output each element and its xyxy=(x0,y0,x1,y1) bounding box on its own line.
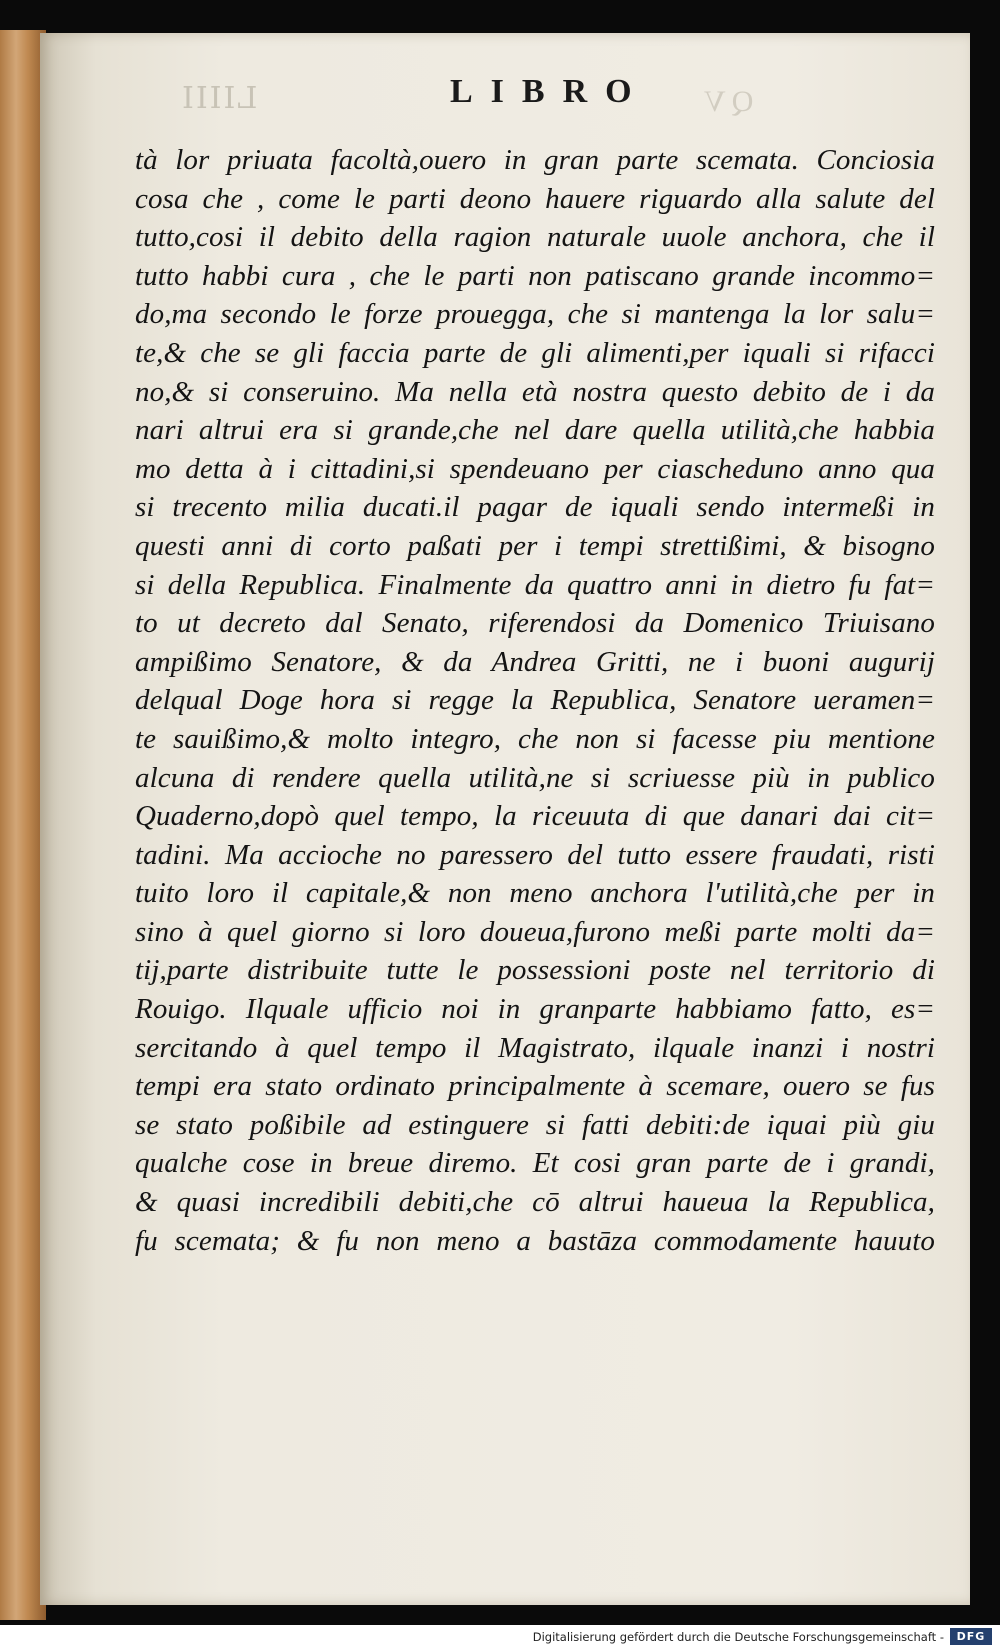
body-text xyxy=(135,141,935,1260)
text-line: si della Republica. Finalmente da quattro anni in dietro fu fat= xyxy=(135,568,935,601)
text-line: questi anni di corto paßati per i tempi strettißimi, & bisogno xyxy=(135,529,935,562)
text-line: tuito loro il capitale,& non meno anchora l'utilità,che per in xyxy=(135,877,935,910)
text-line: to ut decreto dal Senato, riferendosi da Domenico Triuisano xyxy=(135,607,935,640)
text-line: tutto habbi cura , che le parti non patiscano grande incommo= xyxy=(135,259,935,292)
text-line: no,& si conseruino. Ma nella età nostra questo debito de i da xyxy=(135,375,935,408)
text-line: tadini. Ma accioche no paressero del tutto essere fraudati, risti xyxy=(135,838,935,871)
text-line: tempi era stato ordinato principalmente à scemare, ouero se fus xyxy=(135,1070,935,1103)
text-line: se stato poßibile ad estinguere si fatti debiti:de iquai più giu xyxy=(135,1108,935,1141)
text-line: & quasi incredibili debiti,che cō altrui haueua la Republica, xyxy=(135,1186,935,1219)
folio-bleed-through: LIIII xyxy=(180,81,258,116)
text-line: tà lor priuata facoltà,ouero in gran parte scemata. Conciosia xyxy=(135,144,935,176)
running-head: LIBRO xyxy=(450,73,650,110)
text-line: sercitando à quel tempo il Magistrato, ilquale inanzi i nostri xyxy=(135,1031,935,1064)
text-line: tutto,cosi il debito della ragion naturale uuole anchora, che il xyxy=(135,221,935,254)
text-line: te sauißimo,& molto integro, che non si facesse piu mentione xyxy=(135,722,935,755)
text-line: delqual Doge hora si regge la Republica, Senatore ueramen= xyxy=(135,684,935,717)
text-line: Quaderno,dopò quel tempo, la riceuuta di que danari dai cit= xyxy=(135,800,935,833)
text-line: Rouigo. Ilquale ufficio noi in granparte habbiamo fatto, es= xyxy=(135,993,935,1026)
text-line: ampißimo Senatore, & da Andrea Gritti, ne i buoni augurij xyxy=(135,645,935,678)
text-line: mo detta à i cittadini,si spendeuano per ciascheduno anno qua xyxy=(135,452,935,485)
text-line: qualche cose in breue diremo. Et cosi gran parte de i grandi, xyxy=(135,1147,935,1180)
bleed-through-text: QV xyxy=(698,85,754,118)
dfg-logo: DFG xyxy=(950,1628,992,1645)
page-header xyxy=(40,73,970,123)
text-line: cosa che , come le parti deono hauere riguardo alla salute del xyxy=(135,182,935,215)
page-sheet xyxy=(40,33,970,1605)
text-line: te,& che se gli faccia parte de gli alimenti,per iquali si rifacci xyxy=(135,336,935,369)
text-line: do,ma secondo le forze prouegga, che si mantenga la lor salu= xyxy=(135,298,935,331)
text-line: nari altrui era si grande,che nel dare quella utilità,che habbia xyxy=(135,414,935,447)
text-line: si trecento milia ducati.il pagar de iquali sendo intermeßi in xyxy=(135,491,935,524)
text-line: alcuna di rendere quella utilità,ne si scriuesse più in publico xyxy=(135,761,935,794)
text-line: tij,parte distribuite tutte le possessioni poste nel territorio di xyxy=(135,954,935,987)
text-line: sino à quel giorno si loro doueua,furono meßi parte molti da= xyxy=(135,915,935,948)
funding-credit: Digitalisierung gefördert durch die Deutsche Forschungsgemeinschaft - xyxy=(532,1630,944,1644)
text-line: fu scemata; & fu non meno a bastāza commodamente hauuto xyxy=(135,1224,935,1257)
digitization-footer xyxy=(0,1625,1000,1650)
